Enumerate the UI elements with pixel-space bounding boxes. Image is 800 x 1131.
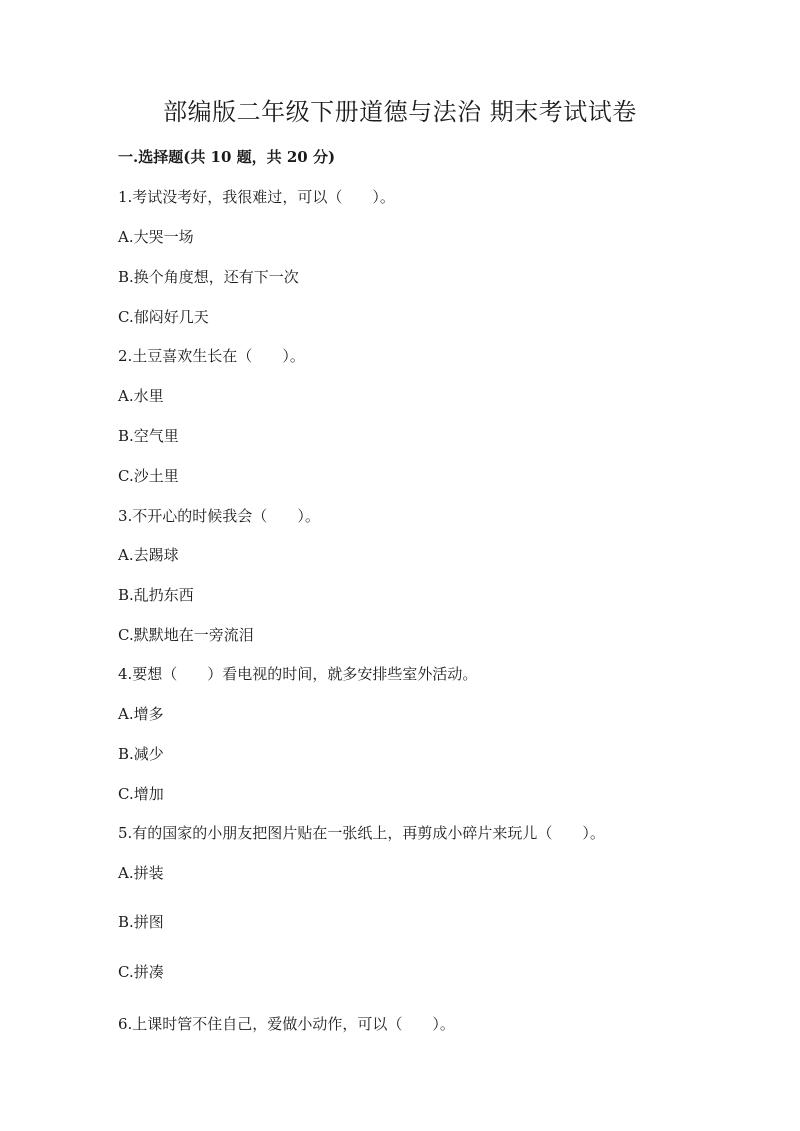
option-b: B.乱扔东西 xyxy=(118,586,194,604)
option-c: C.沙土里 xyxy=(118,467,179,485)
option-a: A.增多 xyxy=(118,705,164,723)
question-stem: 1.考试没考好，我很难过，可以（ ）。 xyxy=(118,188,395,206)
question-stem: 3.不开心的时候我会（ ）。 xyxy=(118,507,320,525)
question-stem: 5.有的国家的小朋友把图片贴在一张纸上，再剪成小碎片来玩儿（ ）。 xyxy=(118,824,605,842)
option-c: C.郁闷好几天 xyxy=(118,308,209,326)
option-a: A.大哭一场 xyxy=(118,228,194,246)
option-a: A.水里 xyxy=(118,387,164,405)
option-c: C.拼凑 xyxy=(118,963,164,981)
question-stem: 6.上课时管不住自己，爱做小动作，可以（ ）。 xyxy=(118,1015,455,1033)
page-title: 部编版二年级下册道德与法治 期末考试试卷 xyxy=(163,98,637,126)
option-a: A.去踢球 xyxy=(118,546,179,564)
option-b: B.减少 xyxy=(118,745,164,763)
question-stem: 4.要想（ ）看电视的时间，就多安排些室外活动。 xyxy=(118,665,478,683)
option-b: B.空气里 xyxy=(118,427,179,445)
option-b: B.拼图 xyxy=(118,913,164,931)
option-b: B.换个角度想，还有下一次 xyxy=(118,268,299,286)
option-c: C.默默地在一旁流泪 xyxy=(118,626,254,644)
section-heading: 一.选择题(共 10 题，共 20 分) xyxy=(118,148,336,166)
question-stem: 2.土豆喜欢生长在（ ）。 xyxy=(118,347,305,365)
option-c: C.增加 xyxy=(118,785,164,803)
option-a: A.拼装 xyxy=(118,864,164,882)
